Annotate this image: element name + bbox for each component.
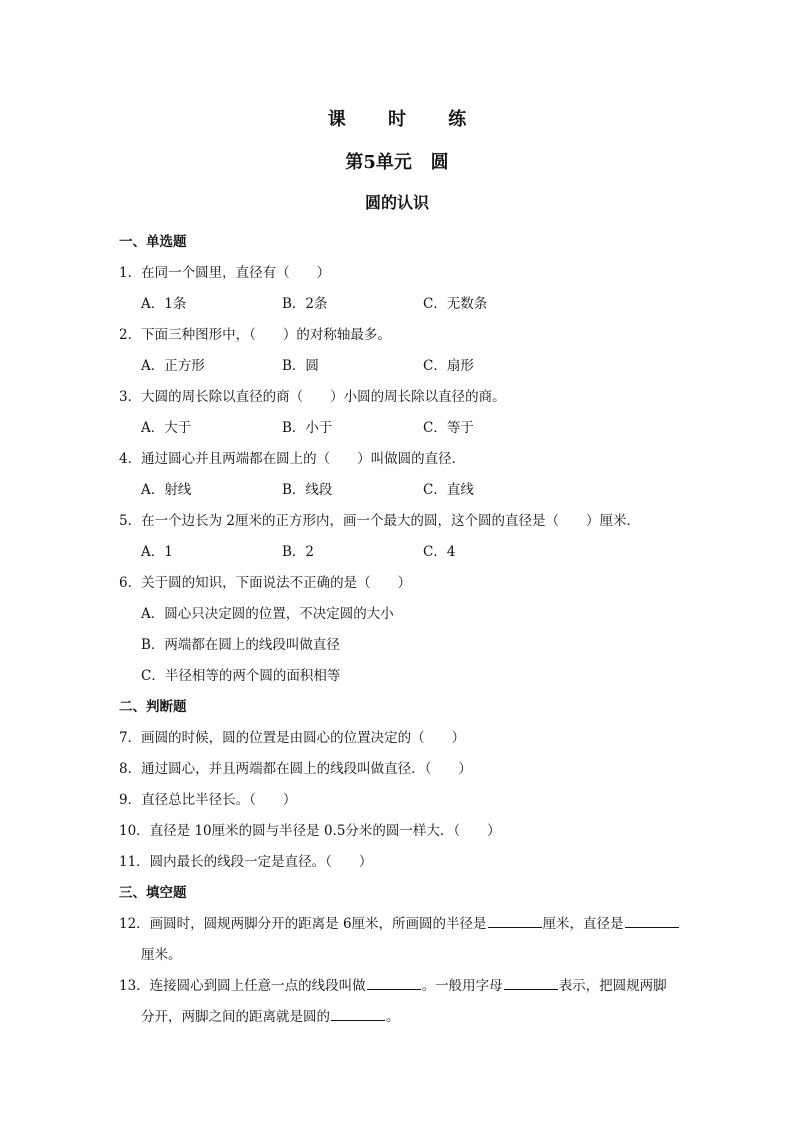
question-7: 7．画圆的时候，圆的位置是由圆心的位置决定的（ ） bbox=[119, 730, 466, 746]
option-c: C．扇形 bbox=[423, 358, 474, 374]
question-3-stem: 3．大圆的周长除以直径的商（ ）小圆的周长除以直径的商。 bbox=[119, 389, 506, 405]
option-c: C．等于 bbox=[423, 420, 474, 436]
question-9: 9．直径总比半径长。（ ） bbox=[119, 792, 297, 808]
answer-blank[interactable] bbox=[488, 912, 542, 928]
question-4-options bbox=[119, 475, 679, 506]
question-1-options bbox=[119, 289, 679, 320]
option-a: A．1 bbox=[141, 544, 173, 560]
question-13-text-4: 分开，两脚之间的距离就是圆的 bbox=[141, 1009, 330, 1025]
question-13 bbox=[119, 971, 679, 1002]
question-12-text-2: 厘米，直径是 bbox=[542, 916, 624, 932]
answer-blank[interactable] bbox=[625, 912, 679, 928]
question-4-stem: 4．通过圆心并且两端都在圆上的（ ）叫做圆的直径． bbox=[119, 451, 466, 467]
option-c: C．4 bbox=[423, 544, 456, 560]
question-12 bbox=[119, 909, 679, 940]
option-b: B．圆 bbox=[282, 358, 319, 374]
option-c: C．半径相等的两个圆的面积相等 bbox=[141, 668, 341, 684]
option-b: B．线段 bbox=[282, 482, 333, 498]
unit-title: 第5单元 圆 bbox=[345, 152, 449, 173]
question-13-text-5: 。 bbox=[386, 1009, 400, 1025]
lesson-title: 圆的认识 bbox=[364, 193, 429, 212]
question-5-stem: 5．在一个边长为 2厘米的正方形内，画一个最大的圆，这个圆的直径是（ ）厘米． bbox=[119, 513, 640, 529]
section-heading-true-false: 二、判断题 bbox=[119, 699, 187, 715]
question-13-continued bbox=[119, 1002, 679, 1033]
question-2-stem: 2．下面三种图形中，（ ）的对称轴最多。 bbox=[119, 327, 391, 343]
option-a: A．射线 bbox=[141, 482, 192, 498]
option-a: A．正方形 bbox=[141, 358, 205, 374]
question-13-text-2: 。一般用字母 bbox=[421, 978, 503, 994]
option-a: A．1条 bbox=[141, 296, 187, 312]
section-heading-fill-blank: 三、填空题 bbox=[119, 885, 187, 901]
question-13-text-3: 表示，把圆规两脚 bbox=[558, 978, 667, 994]
section-heading-single-choice: 一、单选题 bbox=[119, 234, 187, 250]
option-a: A．圆心只决定圆的位置，不决定圆的大小 bbox=[141, 606, 394, 622]
question-3-options bbox=[119, 413, 679, 444]
option-b: B．小于 bbox=[282, 420, 333, 436]
question-10: 10．直径是 10厘米的圆与半径是 0.5分米的圆一样大．（ ） bbox=[119, 823, 501, 839]
option-c: C．无数条 bbox=[423, 296, 488, 312]
question-13-text-1: 13．连接圆心到圆上任意一点的线段叫做 bbox=[119, 978, 366, 994]
question-12-text-1: 12．画圆时，圆规两脚分开的距离是 6厘米，所画圆的半径是 bbox=[119, 916, 487, 932]
question-1-stem: 1．在同一个圆里，直径有（ ） bbox=[119, 265, 331, 281]
option-b: B．两端都在圆上的线段叫做直径 bbox=[141, 637, 340, 653]
question-5-options bbox=[119, 537, 679, 568]
question-12-continued: 厘米。 bbox=[141, 947, 182, 963]
question-8: 8．通过圆心，并且两端都在圆上的线段叫做直径．（ ） bbox=[119, 761, 472, 777]
question-2-options bbox=[119, 351, 679, 382]
option-c: C．直线 bbox=[423, 482, 474, 498]
question-6-stem: 6．关于圆的知识，下面说法不正确的是（ ） bbox=[119, 575, 412, 591]
page-title: 课 时 练 bbox=[327, 109, 485, 130]
answer-blank[interactable] bbox=[331, 1005, 385, 1021]
option-b: B．2 bbox=[282, 544, 315, 560]
question-11: 11．圆内最长的线段一定是直径。（ ） bbox=[119, 854, 373, 870]
answer-blank[interactable] bbox=[504, 974, 558, 990]
answer-blank[interactable] bbox=[367, 974, 421, 990]
worksheet-body bbox=[119, 227, 679, 1033]
option-a: A．大于 bbox=[141, 420, 192, 436]
option-b: B．2条 bbox=[282, 296, 328, 312]
